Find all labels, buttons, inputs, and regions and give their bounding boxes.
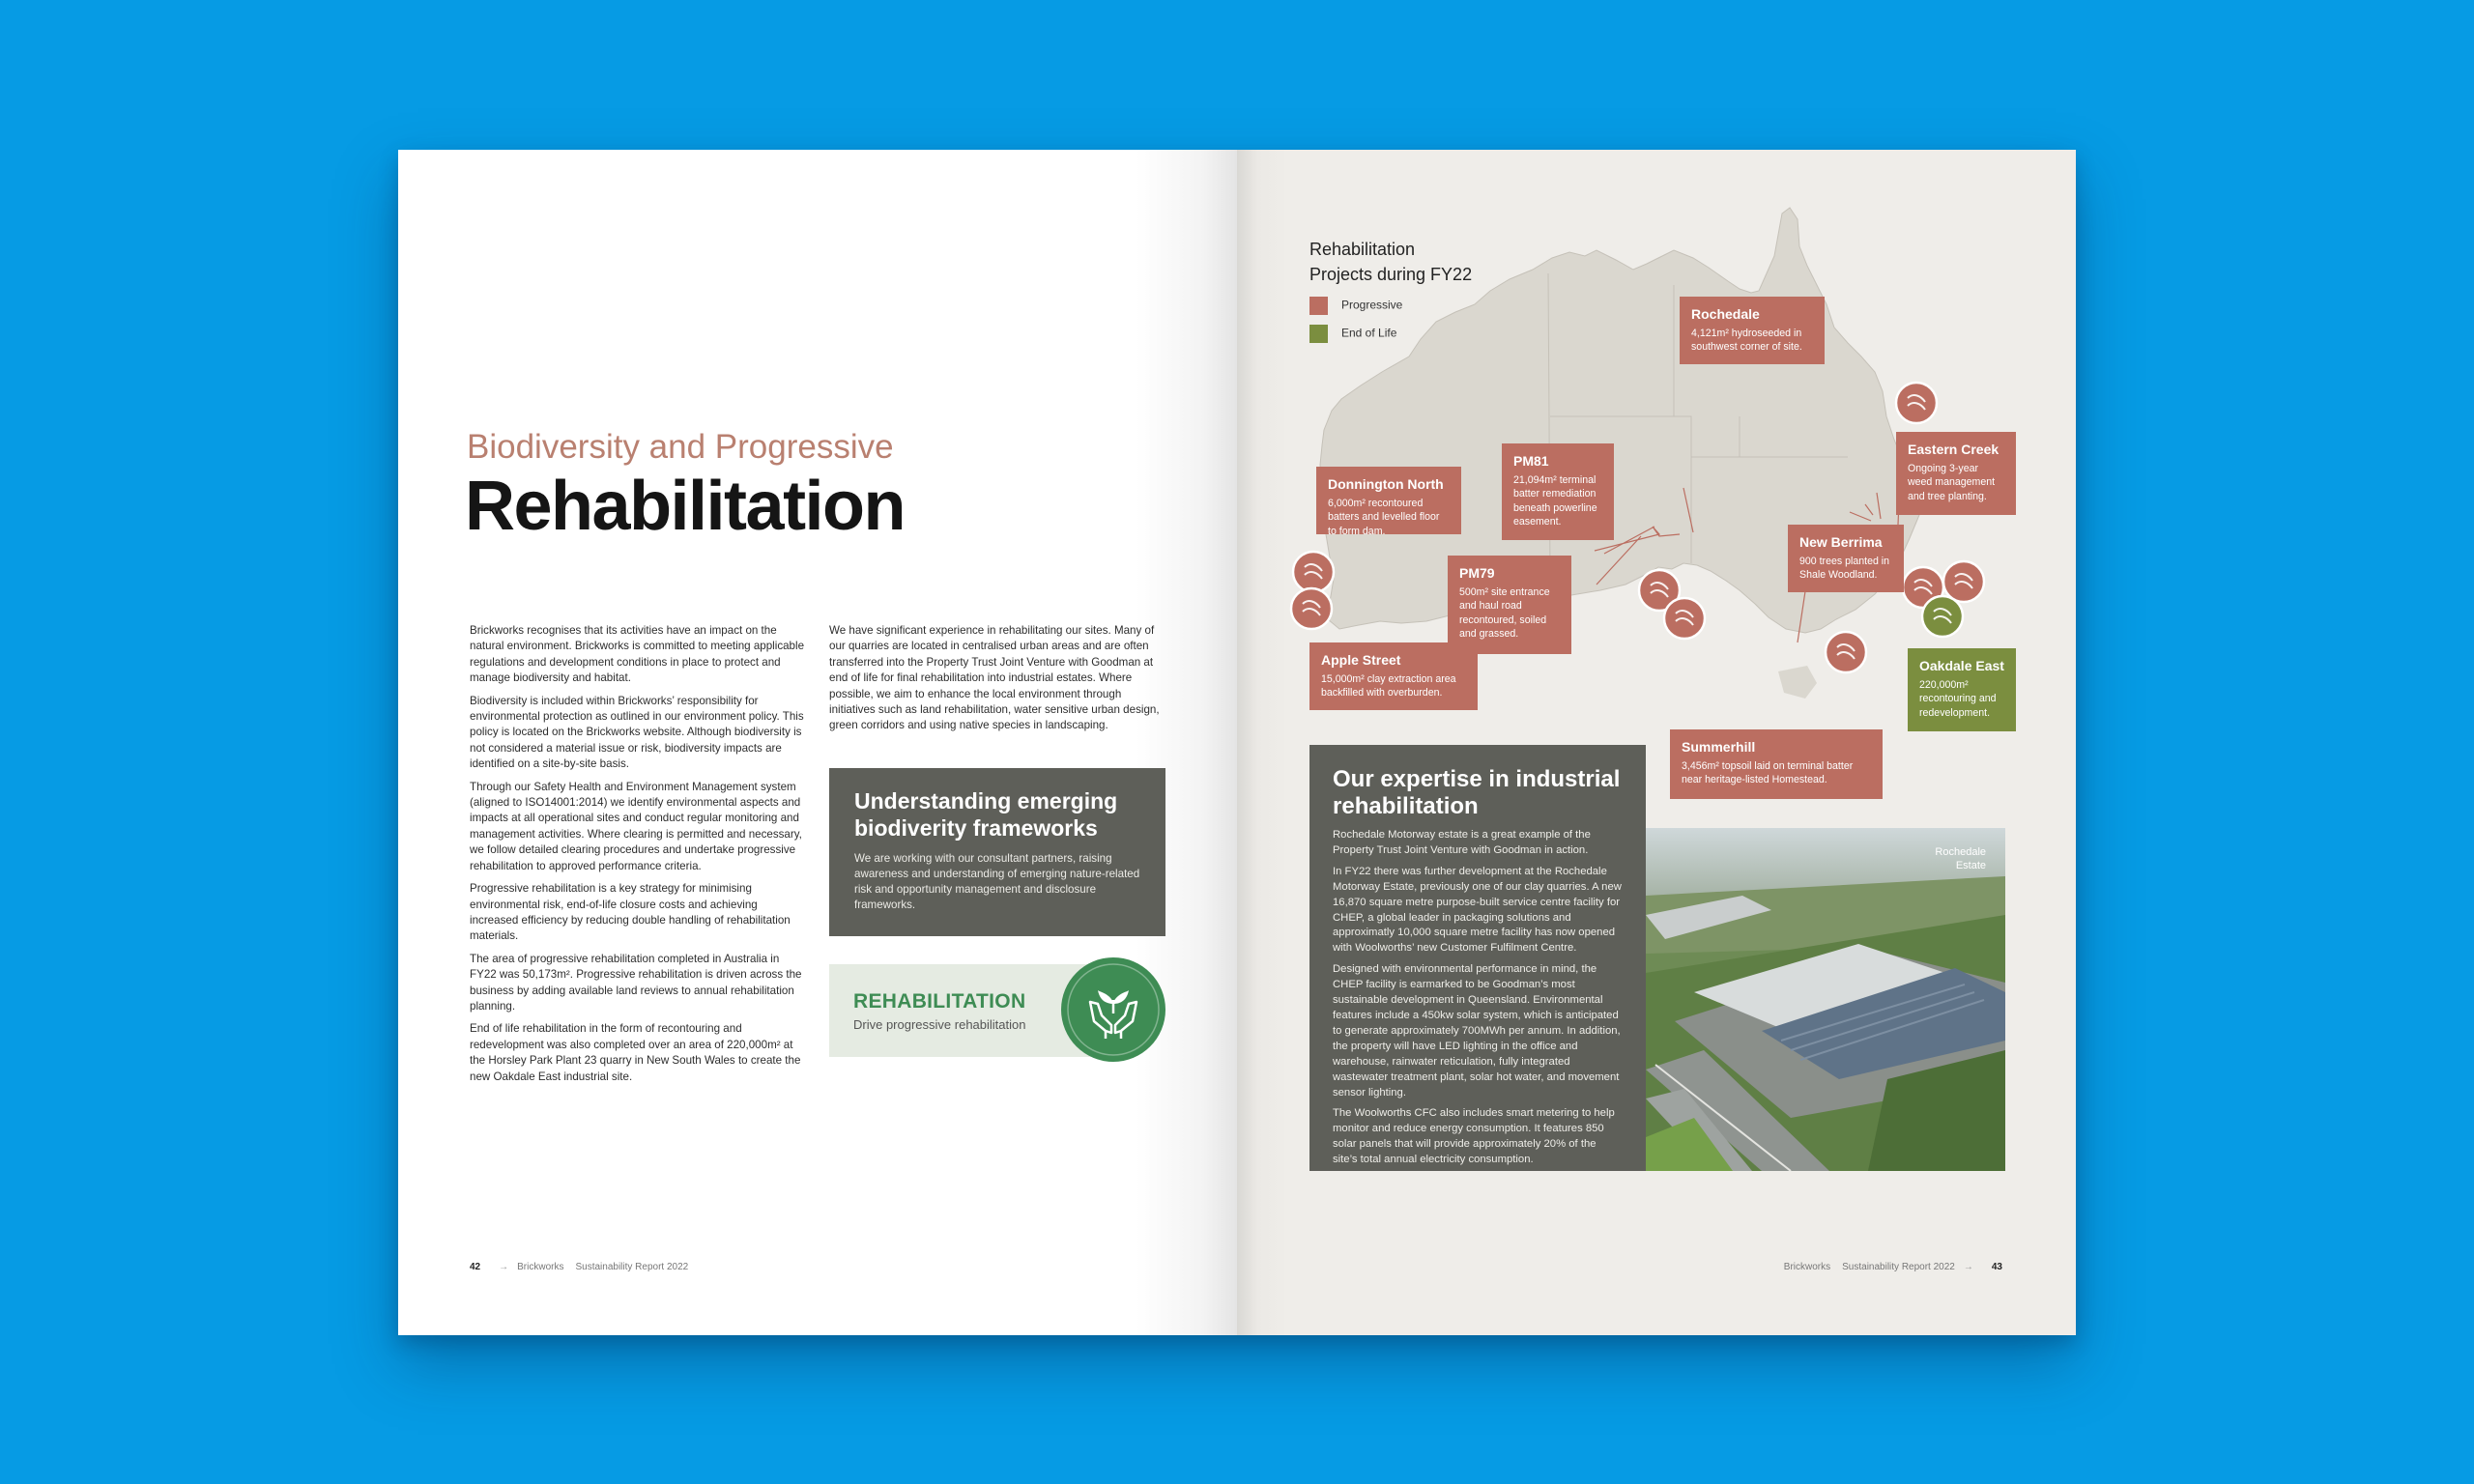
callout-text: Ongoing 3-year weed management and tree planting. [1908,463,1996,502]
callout-text: 6,000m² recontoured batters and levelled floor to form dam. [1328,498,1440,537]
legend-swatch-progressive [1309,297,1328,315]
body-column-2 [829,623,1169,741]
callout-apple-street [1309,642,1478,710]
legend-title [1309,237,1472,287]
callout-text: 220,000m² recontouring and redevelopment. [1919,679,1997,719]
legend-item-end-of-life [1309,325,1396,343]
legend-label: End of Life [1341,326,1397,340]
photo-label: Rochedale Estate [1935,846,1986,871]
paragraph: We have significant experience in rehabilitating our sites. Many of our quarries are located in centralised urban areas and are often transferred into the Property Trust Joint Venture with Goodman at end of life for final rehabilitation into industrial estates. Where possible, we aim to enhance the local environment through initiatives such as land rehabilitation, water sensitive urban design, green corridors and using native species in landscaping. [829,624,1160,732]
footer-report: Sustainability Report 2022 [1842,1262,1955,1272]
legend-item-progressive [1309,297,1402,315]
right-page-number: 43 [1991,1262,2002,1272]
callout-text: 4,121m² hydroseeded in southwest corner of site. [1691,328,1802,354]
callout-oakdale-east [1908,648,2016,731]
paragraph: Biodiversity is included within Brickworks’ responsibility for environmental protection as outlined in our environment policy. This policy is located on the Brickworks website. Although biodiversity is not considered a material issue or risk, biodiversity impacts are identified on a site-by-site basis. [470,694,804,771]
callout-donnington-north [1316,467,1461,537]
rehabilitation-subtitle: Drive progressive rehabilitation [853,1017,1026,1032]
paragraph: End of life rehabilitation in the form of recontouring and redevelopment was also completed over an area of 220,000m² at the Horsley Park Plant 23 quarry in New South Wales to create the new Oakdale East industrial site. [470,1022,801,1083]
callout-text: 900 trees planted in Shale Woodland. [1799,556,1890,582]
expertise-box [1309,745,1646,1171]
report-spread [398,150,2076,1335]
framework-box-text: We are working with our consultant partners, raising awareness and understanding of emerging nature-related risk and opportunity management and disclosure frameworks. [854,852,1140,911]
expertise-title: Our expertise in industrial rehabilitation [1333,766,1621,819]
legend-title-line2: Projects during FY22 [1309,265,1473,284]
callout-rochedale [1680,297,1825,364]
legend-swatch-end-of-life [1309,325,1328,343]
body-column-1 [470,623,808,1092]
left-page [398,150,1237,1335]
right-footer [1784,1262,2002,1272]
callout-text: 15,000m² clay extraction area backfilled with overburden. [1321,673,1456,699]
callout-text: 21,094m² terminal batter remediation beneath powerline easement. [1513,474,1597,528]
framework-box [829,768,1165,936]
callout-title: PM79 [1459,565,1495,581]
paragraph: Through our Safety Health and Environment Management system (aligned to ISO14001:2014) we identify environmental aspects and impacts at all operational sites and conduct regular monitoring and management activities. Where clearing is permitted and necessary, we follow detailed clearing procedures and undertake progressive rehabilitation to approved performance criteria. [470,780,802,872]
paragraph: Designed with environmental performance in mind, the CHEP facility is earmarked to be Goodman’s most sustainable development in Queensland. Environmental features include a 450kw solar system, which is anticipated to generate approximately 700MWh per annum. In addition, the property will have LED lighting in the office and warehouse, rainwater reticulation, fully integrated wastewater treatment plant, solar hot water, and movement sensor lighting. [1333,963,1621,1099]
callout-text: 500m² site entrance and haul road recontoured, soiled and grassed. [1459,586,1550,640]
callout-title: Summerhill [1682,739,1756,755]
paragraph: Rochedale Motorway estate is a great example of the Property Trust Joint Venture with Goodman in action. [1333,829,1591,856]
callout-title: Apple Street [1321,652,1401,668]
legend-label: Progressive [1341,298,1403,312]
right-page [1237,150,2076,1335]
paragraph: Progressive rehabilitation is a key strategy for minimising environmental risk, end-of-life closure costs and achieving increased efficiency by reducing double handling of rehabilitation materials. [470,882,791,943]
callout-pm79 [1448,556,1571,654]
paragraph: Brickworks recognises that its activities have an impact on the natural environment. Brickworks is committed to meeting applicable regulations and development conditions in place to protect and manage biodiversity and habitat. [470,624,805,685]
callout-title: PM81 [1513,453,1549,469]
arrow-right-icon: → [499,1262,509,1272]
section-subtitle: Biodiversity and Progressive [467,428,894,466]
framework-box-title: Understanding emerging biodiverity frameworks [854,788,1118,841]
callout-title: Eastern Creek [1908,442,1999,457]
page-title: Rehabilitation [465,468,906,545]
callout-title: Donnington North [1328,476,1444,492]
footer-report: Sustainability Report 2022 [575,1262,689,1272]
rehabilitation-badge [829,964,1165,1057]
paragraph: The Woolworths CFC also includes smart metering to help monitor and reduce energy consumption. It features 850 solar panels that will provide approximately 20% of the site’s total annual electricity consumption. [1333,1107,1615,1166]
aerial-photo [1646,828,2005,1171]
rehabilitation-title: REHABILITATION [853,990,1026,1013]
legend-title-line1: Rehabilitation [1309,240,1416,259]
callout-eastern-creek [1896,432,2016,515]
paragraph: The area of progressive rehabilitation completed in Australia in FY22 was 50,173m². Progressive rehabilitation is driven across the business by adding available land reviews to annual rehabilitation planning. [470,952,802,1013]
site-marker-pm79 [1639,570,1705,639]
paragraph: In FY22 there was further development at the Rochedale Motorway Estate, previously one of our clay quarries. A new 16,870 square metre purpose-built service centre facility for CHEP, a global leader in packaging solutions and approximatly 10,000 square metre facility has now opened with Woolworths’ new Customer Fulfilment Centre. [1333,865,1622,955]
callout-title: New Berrima [1799,534,1883,550]
arrow-right-icon: → [1963,1262,1973,1272]
callout-title: Rochedale [1691,306,1760,322]
site-marker-donnington-north [1291,552,1334,629]
callout-title: Oakdale East [1919,658,2004,673]
left-page-number: 42 [470,1262,481,1272]
hands-holding-plant-icon [1061,957,1165,1062]
callout-text: 3,456m² topsoil laid on terminal batter near heritage-listed Homestead. [1682,760,1854,786]
left-footer [470,1262,688,1272]
callout-new-berrima [1788,525,1904,592]
callout-summerhill [1670,729,1883,799]
callout-pm81 [1502,443,1614,540]
footer-company: Brickworks [1783,1262,1831,1272]
footer-company: Brickworks [517,1262,564,1272]
